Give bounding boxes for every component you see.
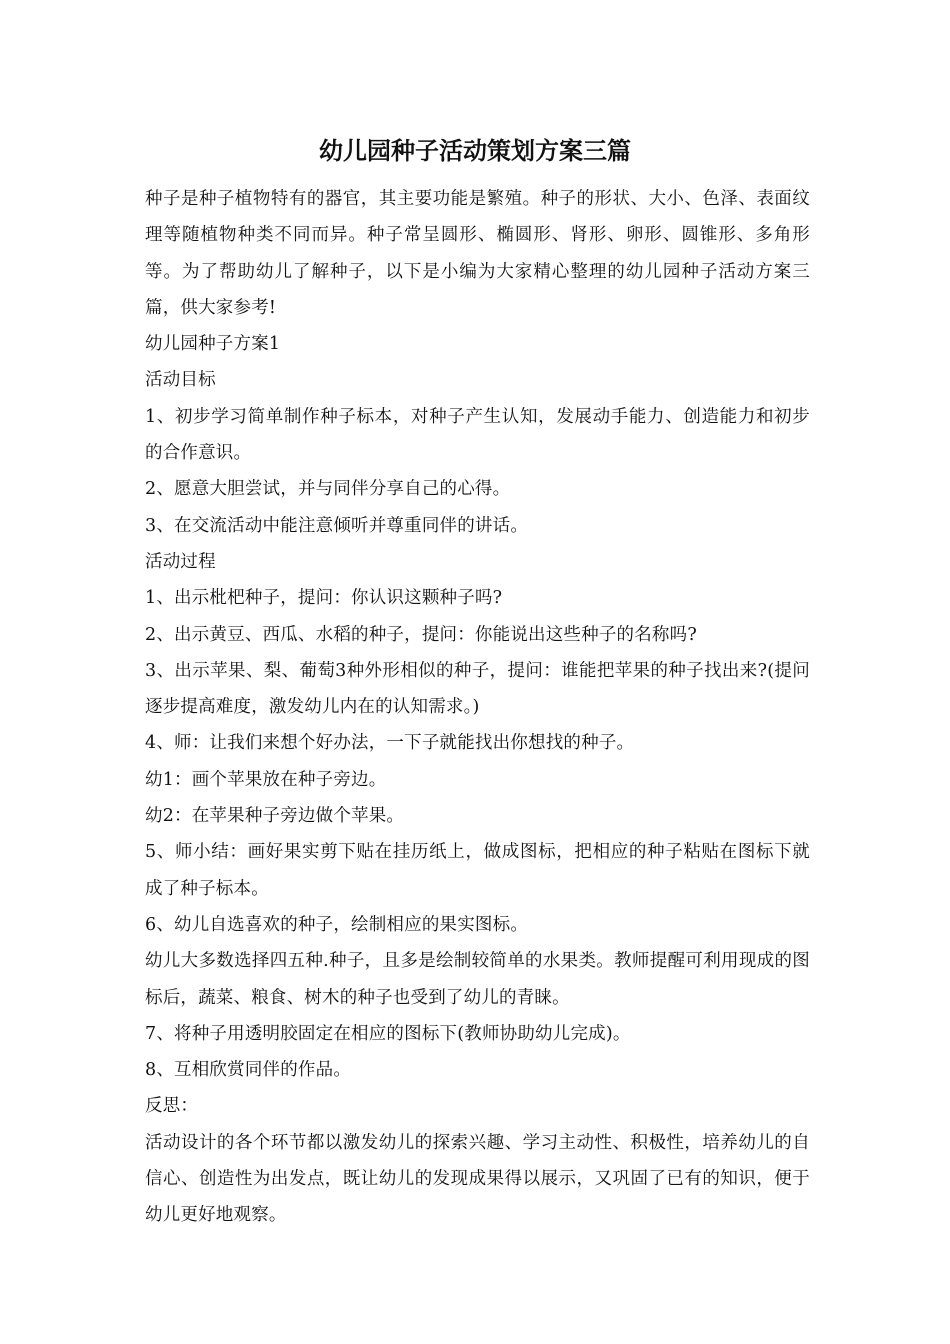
paragraph-goal-1: 1、初步学习简单制作种子标本，对种子产生认知，发展动手能力、创造能力和初步的合作意识。: [145, 406, 810, 464]
paragraph-step-7: 7、将种子用透明胶固定在相应的图标下(教师协助幼儿完成)。: [145, 1023, 631, 1044]
paragraph-child-1: 幼1：画个苹果放在种子旁边。: [145, 769, 387, 790]
paragraph-intro: 种子是种子植物特有的器官，其主要功能是繁殖。种子的形状、大小、色泽、表面纹理等随植物种类不同而异。种子常呈圆形、椭圆形、肾形、卵形、圆锥形、多角形等。为了帮助幼儿了解种子，以下是小编为大家精心整理的幼儿园种子活动方案三篇，供大家参考!: [145, 189, 810, 318]
paragraph-step-1: 1、出示枇杷种子，提问：你认识这颗种子吗?: [145, 588, 503, 609]
paragraph-step-2: 2、出示黄豆、西瓜、水稻的种子，提问：你能说出这些种子的名称吗?: [145, 624, 697, 645]
paragraph-reflection: 活动设计的各个环节都以激发幼儿的探索兴趣、学习主动性、积极性，培养幼儿的自信心、创造性为出发点，既让幼儿的发现成果得以展示，又巩固了已有的知识，便于幼儿更好地观察。: [145, 1132, 810, 1226]
paragraph-reflection-heading: 反思：: [145, 1096, 199, 1117]
paragraph-step-4: 4、师：让我们来想个好办法，一下子就能找出你想找的种子。: [145, 733, 635, 754]
paragraph-goal-2: 2、愿意大胆尝试，并与同伴分享自己的心得。: [145, 479, 511, 500]
paragraph-goals-heading: 活动目标: [145, 370, 216, 391]
paragraph-step-5: 5、师小结：画好果实剪下贴在挂历纸上，做成图标，把相应的种子粘贴在图标下就成了种子标本。: [145, 842, 810, 899]
paragraph-process-heading: 活动过程: [145, 551, 216, 572]
document-title: 幼儿园种子活动策划方案三篇: [319, 136, 631, 165]
paragraph-step-3: 3、出示苹果、梨、葡萄3种外形相似的种子，提问：谁能把苹果的种子找出来?(提问逐步提高难度，激发幼儿内在的认知需求。): [145, 660, 810, 718]
paragraph-step-6: 6、幼儿自选喜欢的种子，绘制相应的果实图标。: [145, 914, 529, 935]
paragraph-step-6-note: 幼儿大多数选择四五种.种子，且多是绘制较简单的水果类。教师提醒可利用现成的图标后，蔬菜、粮食、树木的种子也受到了幼儿的青睐。: [145, 951, 810, 1008]
paragraph-child-2: 幼2：在苹果种子旁边做个苹果。: [145, 806, 405, 827]
paragraph-goal-3: 3、在交流活动中能注意倾听并尊重同伴的讲话。: [145, 515, 529, 536]
document-body: [145, 181, 810, 1234]
paragraph-plan-heading: 幼儿园种子方案1: [145, 334, 281, 355]
paragraph-step-8: 8、互相欣赏同伴的作品。: [145, 1060, 352, 1081]
